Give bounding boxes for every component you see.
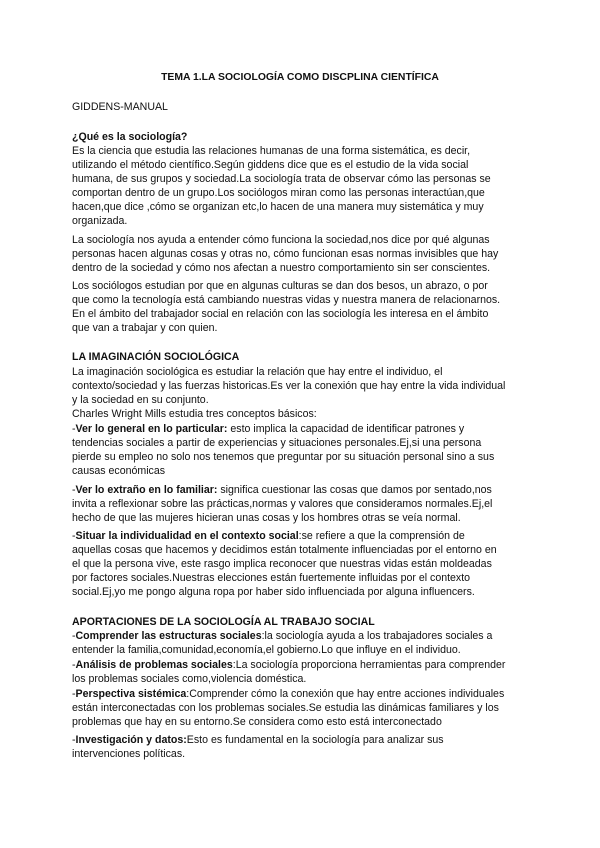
paragraph-line: entender la familia,comunidad,economía,el gobierno.Lo que influye en el individuo. — [72, 644, 461, 656]
contribution-term: Investigación y datos: — [75, 734, 187, 746]
paragraph-line: por factores sociales.Nuestras elecciones están fuertemente influidas por el contexto — [72, 572, 471, 584]
paragraph-line: los problemas sociales como,violencia doméstica. — [72, 673, 307, 685]
paragraph-line: intervenciones políticas. — [72, 748, 186, 760]
paragraph-line: Los sociólogos estudian por que en algunas culturas se dan dos besos, un abrazo, o por — [72, 280, 488, 292]
paragraph-line: La imaginación sociológica es estudiar la relación que hay entre el individuo, el — [72, 366, 443, 378]
paragraph-line: La sociología nos ayuda a entender cómo funciona la sociedad,nos dice por qué algunas — [72, 234, 490, 246]
concept-text: esto implica la capacidad de identificar patrones y — [227, 423, 465, 435]
paragraph-line: aquellas cosas que hacemos y decidimos están totalmente influenciadas por el entorno en — [72, 544, 497, 556]
source-label: GIDDENS-MANUAL — [72, 101, 168, 113]
paragraph-line: causas económicas — [72, 465, 166, 477]
contribution-text: :la sociología ayuda a los trabajadores sociales a — [261, 630, 493, 642]
paragraph-line: humana, de sus grupos y sociedad.La sociología trata de observar cómo las personas se — [72, 173, 491, 185]
paragraph-line: contexto/sociedad y las fuerzas historicas.Es ver la conexión que hay entre la vida individual — [72, 380, 506, 392]
bullet-dash: - — [72, 530, 76, 542]
concept-term: Ver lo general en lo particular: — [75, 423, 228, 435]
contribution-item-4 — [72, 733, 444, 747]
document-title: TEMA 1.LA SOCIOLOGÍA COMO DISCPLINA CIENTÍFICA — [161, 72, 439, 83]
paragraph-line: pierde su empleo no solo nos tenemos que preguntar por su situación personal sino a sus — [72, 451, 495, 463]
bullet-dash: - — [72, 484, 76, 496]
bullet-dash: - — [72, 659, 76, 671]
paragraph-line: hacen,que dice ,cómo se organizan etc,lo hacen de una manera muy sistemática y muy — [72, 201, 484, 213]
section-heading-que-es: ¿Qué es la sociología? — [72, 131, 188, 143]
paragraph-line: utilizando el método científico.Según giddens dice que es el estudio de la vida social — [72, 159, 469, 171]
paragraph-line: social.Ej,yo me pongo alguna ropa por haber sido influenciada por alguna influencers. — [72, 586, 475, 598]
contribution-item-1 — [72, 629, 492, 643]
paragraph-line: invita a reflexionar sobre las prácticas,normas y valores que consideramos normales.Ej,el — [72, 498, 493, 510]
paragraph-line: hecho de que las mujeres hicieran unas cosas y los hombres otras se veía normal. — [72, 512, 461, 524]
paragraph-line: dentro de la sociedad y cómo nos afectan a nuestro comportamiento sin ser conscientes. — [72, 262, 491, 274]
bullet-dash: - — [72, 734, 76, 746]
contribution-text: :La sociología proporciona herramientas para comprender — [232, 659, 506, 671]
paragraph-line: personas hacen algunas cosas y otras no, cómo funcionan esas normas invisibles que hay — [72, 248, 499, 260]
section-heading-imaginacion: LA IMAGINACIÓN SOCIOLÓGICA — [72, 351, 240, 363]
paragraph-line: que van a trabajar y con quien. — [72, 322, 218, 334]
paragraph-line: En el ámbito del trabajador social en relación con las sociología les interesa en el ámbito — [72, 308, 489, 320]
concept-term: Situar la individualidad en el contexto social — [75, 530, 299, 542]
contribution-item-2 — [72, 658, 505, 672]
paragraph-line: Charles Wright Mills estudia tres conceptos básicos: — [72, 408, 317, 420]
concept-term: Ver lo extraño en lo familiar: — [75, 484, 218, 496]
paragraph-line: el que la persona vive, este rasgo implica reconocer que nuestras vidas están moldeadas — [72, 558, 492, 570]
paragraph-line: organizada. — [72, 215, 128, 227]
contribution-item-3 — [72, 687, 504, 701]
bullet-dash: - — [72, 688, 76, 700]
paragraph-line: que como la tecnología está cambiando nuestras vidas y nuestra manera de relacionarnos. — [72, 294, 501, 306]
concept-item-3 — [72, 529, 465, 543]
concept-item-2 — [72, 483, 492, 497]
paragraph-line: Es la ciencia que estudia las relaciones humanas de una forma sistemática, es decir, — [72, 145, 471, 157]
paragraph-line: comportan dentro de un grupo.Los sociólogos miran como las personas interactúan,que — [72, 187, 485, 199]
paragraph-line: tendencias sociales a partir de experiencias y situaciones personales.Ej,si una persona — [72, 437, 482, 449]
concept-text: significa cuestionar las cosas que damos por sentado,nos — [217, 484, 492, 496]
bullet-dash: - — [72, 423, 76, 435]
paragraph-line: y la sociedad en su conjunto. — [72, 394, 209, 406]
concept-item-1 — [72, 422, 464, 436]
contribution-term: Comprender las estructuras sociales — [75, 630, 262, 642]
paragraph-line: están interconectadas con los problemas sociales.Se estudia las dinámicas familiares y los — [72, 702, 499, 714]
bullet-dash: - — [72, 630, 76, 642]
contribution-term: Perspectiva sistémica — [75, 688, 187, 700]
concept-text: :se refiere a que la comprensión de — [298, 530, 465, 542]
contribution-term: Análisis de problemas sociales — [75, 659, 233, 671]
contribution-text: :Comprender cómo la conexión que hay entre acciones individuales — [186, 688, 505, 700]
contribution-text: Esto es fundamental en la sociología para analizar sus — [186, 734, 444, 746]
paragraph-line: problemas que hay en su entorno.Se considera como esto está interconectado — [72, 716, 442, 728]
section-heading-aportaciones: APORTACIONES DE LA SOCIOLOGÍA AL TRABAJO SOCIAL — [72, 616, 375, 628]
